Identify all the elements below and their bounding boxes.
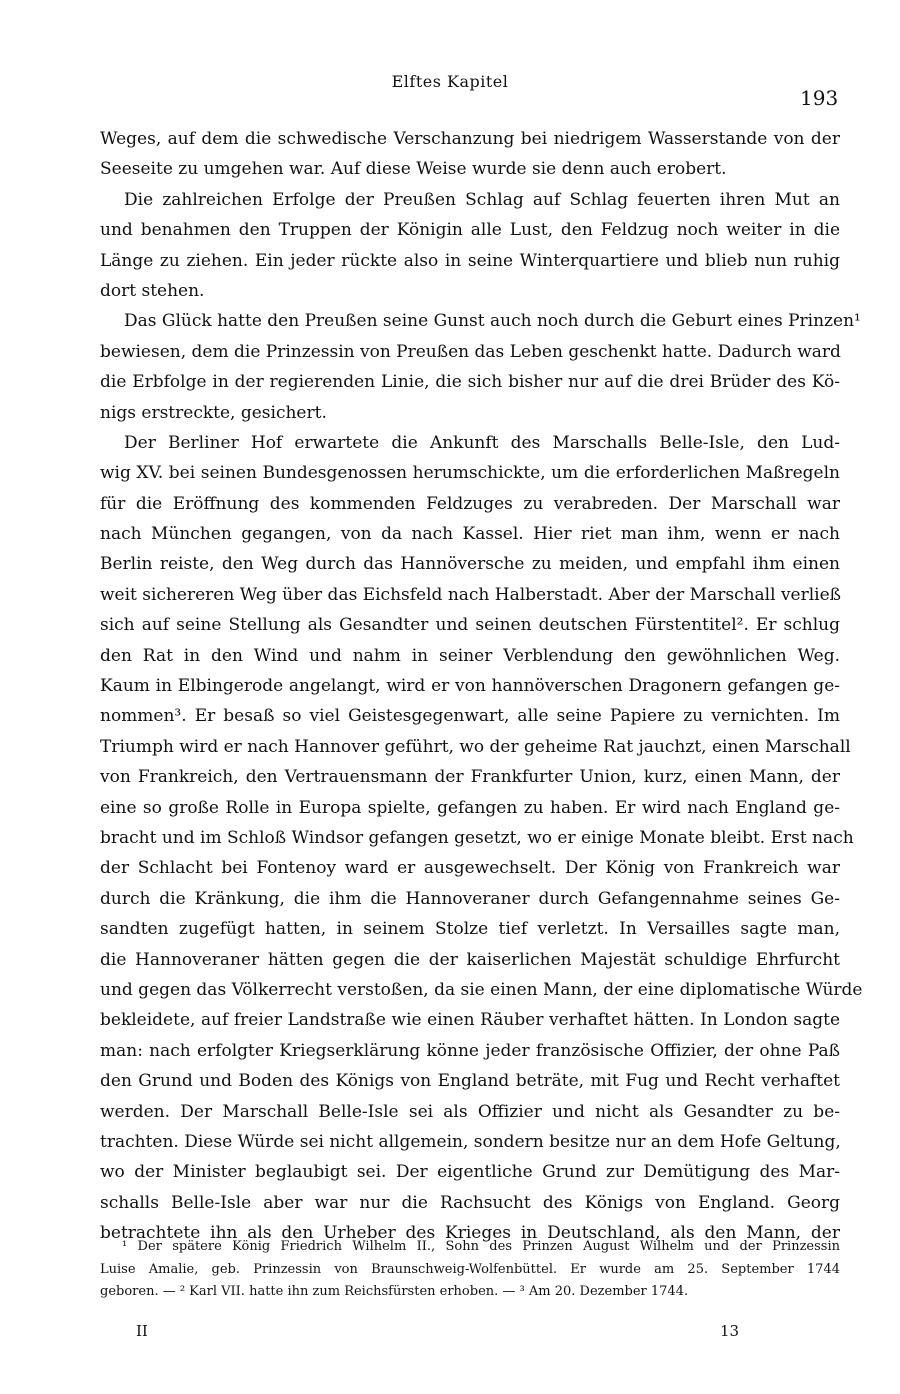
text-line: bewiesen, dem die Prinzessin von Preußen das Leben geschenkt hatte. Dadurch ward [100, 341, 841, 362]
text-line: Seeseite zu umgehen war. Auf diese Weise wurde sie denn auch erobert. [100, 159, 727, 180]
text-line: die Hannoveraner hätten gegen die der kaiserlichen Majestät schuldige Ehrfurcht [100, 949, 840, 970]
text-line: und gegen das Völkerrecht verstoßen, da sie einen Mann, der eine diplomatische Würde [100, 979, 863, 1000]
page-number: 193 [800, 86, 839, 110]
text-line: den Grund und Boden des Königs von England beträte, mit Fug und Recht verhaftet [100, 1071, 840, 1092]
footnote-line: Luise Amalie, geb. Prinzessin von Braunschweig-Wolfenbüttel. Er wurde am 25. September 1744 [100, 1261, 840, 1277]
text-line: schalls Belle-Isle aber war nur die Rachsucht des Königs von England. Georg [100, 1192, 840, 1213]
text-line: von Frankreich, den Vertrauensmann der Frankfurter Union, kurz, einen Mann, der [100, 767, 840, 788]
text-line: wo der Minister beglaubigt sei. Der eigentliche Grund zur Demütigung des Mar- [100, 1162, 840, 1183]
text-line: Die zahlreichen Erfolge der Preußen Schlag auf Schlag feuerten ihren Mut an [124, 189, 840, 210]
text-line: nigs erstreckte, gesichert. [100, 402, 327, 423]
text-line: wig XV. bei seinen Bundesgenossen herumschickte, um die erforderlichen Maßregeln [100, 463, 840, 484]
running-head: Elftes Kapitel [391, 72, 509, 91]
signature-mark-right: 13 [720, 1322, 740, 1340]
text-line: trachten. Diese Würde sei nicht allgemein, sondern besitze nur an dem Hofe Geltung, [100, 1131, 841, 1152]
signature-mark-left: II [136, 1322, 148, 1340]
footnote-line: ¹ Der spätere König Friedrich Wilhelm II., Sohn des Prinzen August Wilhelm und der Prinzessin [122, 1239, 840, 1254]
text-line: Kaum in Elbingerode angelangt, wird er von hannöverschen Dragonern gefangen ge- [100, 676, 840, 697]
text-line: die Erbfolge in der regierenden Linie, die sich bisher nur auf die drei Brüder des Kö- [100, 372, 840, 393]
text-line: betrachtete ihn als den Urheber des Krieges in Deutschland, als den Mann, der [100, 1223, 840, 1244]
text-line: werden. Der Marschall Belle-Isle sei als Offizier und nicht als Gesandter zu be- [100, 1101, 840, 1122]
footnote-line: geboren. — ² Karl VII. hatte ihn zum Reichsfürsten erhoben. — ³ Am 20. Dezember 1744. [100, 1284, 689, 1299]
text-line: weit sichereren Weg über das Eichsfeld nach Halberstadt. Aber der Marschall verließ [100, 584, 842, 605]
text-line: Das Glück hatte den Preußen seine Gunst auch noch durch die Geburt eines Prinzen¹ [124, 311, 861, 332]
footnotes [100, 1236, 840, 1304]
text-line: man: nach erfolgter Kriegserklärung könne jeder französische Offizier, der ohne Paß [100, 1040, 840, 1061]
text-line: nommen³. Er besaß so viel Geistesgegenwart, alle seine Papiere zu vernichten. Im [100, 706, 840, 727]
text-line: Weges, auf dem die schwedische Verschanzung bei niedrigem Wasserstande von der [100, 129, 840, 149]
text-line: Länge zu ziehen. Ein jeder rückte also in seine Winterquartiere und blieb nun ruhig [100, 250, 840, 271]
text-line: für die Eröffnung des kommenden Feldzuges zu verabreden. Der Marschall war [100, 493, 840, 514]
text-line: dort stehen. [100, 280, 205, 301]
text-line: bekleidete, auf freier Landstraße wie einen Räuber verhaftet hätten. In London sagte [100, 1010, 840, 1031]
text-line: durch die Kränkung, die ihm die Hannoveraner durch Gefangennahme seines Ge- [100, 888, 840, 909]
text-line: sich auf seine Stellung als Gesandter und seinen deutschen Fürstentitel². Er schlug [100, 615, 840, 636]
text-line: der Schlacht bei Fontenoy ward er ausgewechselt. Der König von Frankreich war [100, 858, 840, 879]
text-line: und benahmen den Truppen der Königin alle Lust, den Feldzug noch weiter in die [100, 220, 840, 241]
text-line: nach München gegangen, von da nach Kassel. Hier riet man ihm, wenn er nach [100, 524, 840, 545]
main-text [100, 124, 863, 1248]
text-line: Berlin reiste, den Weg durch das Hannöversche zu meiden, und empfahl ihm einen [100, 554, 840, 575]
text-line: eine so große Rolle in Europa spielte, gefangen zu haben. Er wird nach England ge- [100, 797, 840, 818]
text-line: den Rat in den Wind und nahm in seiner Verblendung den gewöhnlichen Weg. [100, 645, 840, 666]
text-line: sandten zugefügt hatten, in seinem Stolze tief verletzt. In Versailles sagte man, [100, 919, 840, 940]
text-line: Der Berliner Hof erwartete die Ankunft des Marschalls Belle-Isle, den Lud- [124, 432, 840, 453]
text-line: bracht und im Schloß Windsor gefangen gesetzt, wo er einige Monate bleibt. Erst nach [100, 827, 854, 848]
text-line: Triumph wird er nach Hannover geführt, wo der geheime Rat jauchzt, einen Marschall [100, 736, 851, 757]
